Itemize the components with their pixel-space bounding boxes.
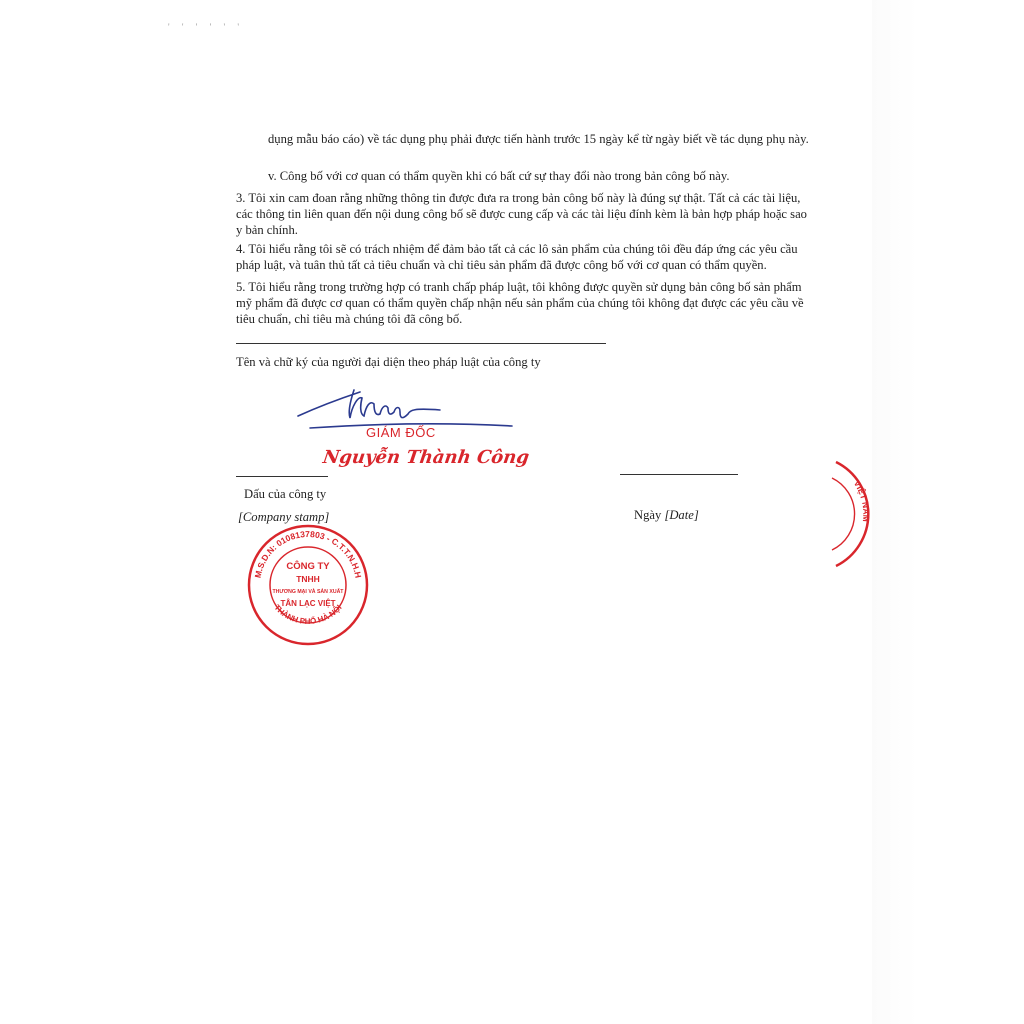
stamp-label: Dấu của công ty	[244, 487, 327, 501]
page-edge-shadow	[872, 0, 1024, 1024]
stamp-ring-top: M.S.D.N: 0108137803 - C.T.T.N.H.H	[252, 528, 364, 579]
scan-specks: ' ' ' ' ' '	[168, 22, 244, 32]
separator-line	[236, 343, 606, 344]
paragraph-item-iv-continuation: dụng mẫu báo cáo) về tác dụng phụ phải được tiến hành trước 15 ngày kể từ ngày biết về tác dụng phụ này.	[268, 132, 809, 146]
director-title: GIÁM ĐỐC	[366, 425, 436, 440]
date-line-right	[620, 474, 738, 475]
company-stamp	[246, 523, 370, 647]
representative-label: Tên và chữ ký của người đại diện theo pháp luật của công ty	[236, 355, 541, 369]
stamp-line-2: TNHH	[296, 574, 320, 584]
date-label-text: Ngày	[634, 508, 662, 522]
paragraph-item-5: 5. Tôi hiểu rằng trong trường hợp có tranh chấp pháp luật, tôi không được quyền sử dụng bản công bố sản phẩm mỹ phẩm đã được cơ quan có thẩm quyền chấp nhận nếu sản phẩm của chúng tôi không đạt được các yêu cầu về tiêu chuẩn, chỉ tiêu mà chúng tôi đã công bố.	[236, 280, 804, 326]
stamp-line-4: TÂN LẠC VIỆT	[280, 599, 336, 608]
stamp-ring-bottom: THÀNH PHỐ HÀ NỘI	[272, 602, 344, 626]
director-name: Nguyễn Thành Công	[321, 447, 531, 468]
partial-stamp-text: VIỆT NAM	[851, 478, 872, 523]
date-label	[634, 507, 699, 523]
paragraph-item-4: 4. Tôi hiểu rằng tôi sẽ có trách nhiệm để đảm bảo tất cả các lô sản phẩm của chúng tôi đều đáp ứng các yêu cầu pháp luật, và tuân thủ tất cả tiêu chuẩn và chỉ tiêu sản phẩm đã được công bố với cơ quan có thẩm quyền.	[236, 242, 798, 272]
stamp-line-left	[236, 476, 328, 477]
date-value: [Date]	[664, 508, 699, 522]
paragraph-item-v: v. Công bố với cơ quan có thẩm quyền khi có bất cứ sự thay đổi nào trong bản công bố này.	[268, 169, 730, 183]
stamp-label-en: [Company stamp]	[238, 510, 330, 524]
stamp-line-1: CÔNG TY	[286, 561, 330, 572]
stamp-line-3: THƯƠNG MẠI VÀ SẢN XUẤT	[272, 589, 344, 595]
paragraph-item-3: 3. Tôi xin cam đoan rằng những thông tin được đưa ra trong bản công bố này là đúng sự thật. Tất cả các tài liệu, các thông tin liên quan đến nội dung công bố sẽ được cung cấp và các tài liệu đính kèm là bản hợp pháp hoặc sao y bản chính.	[236, 191, 807, 237]
partial-stamp	[820, 458, 880, 570]
